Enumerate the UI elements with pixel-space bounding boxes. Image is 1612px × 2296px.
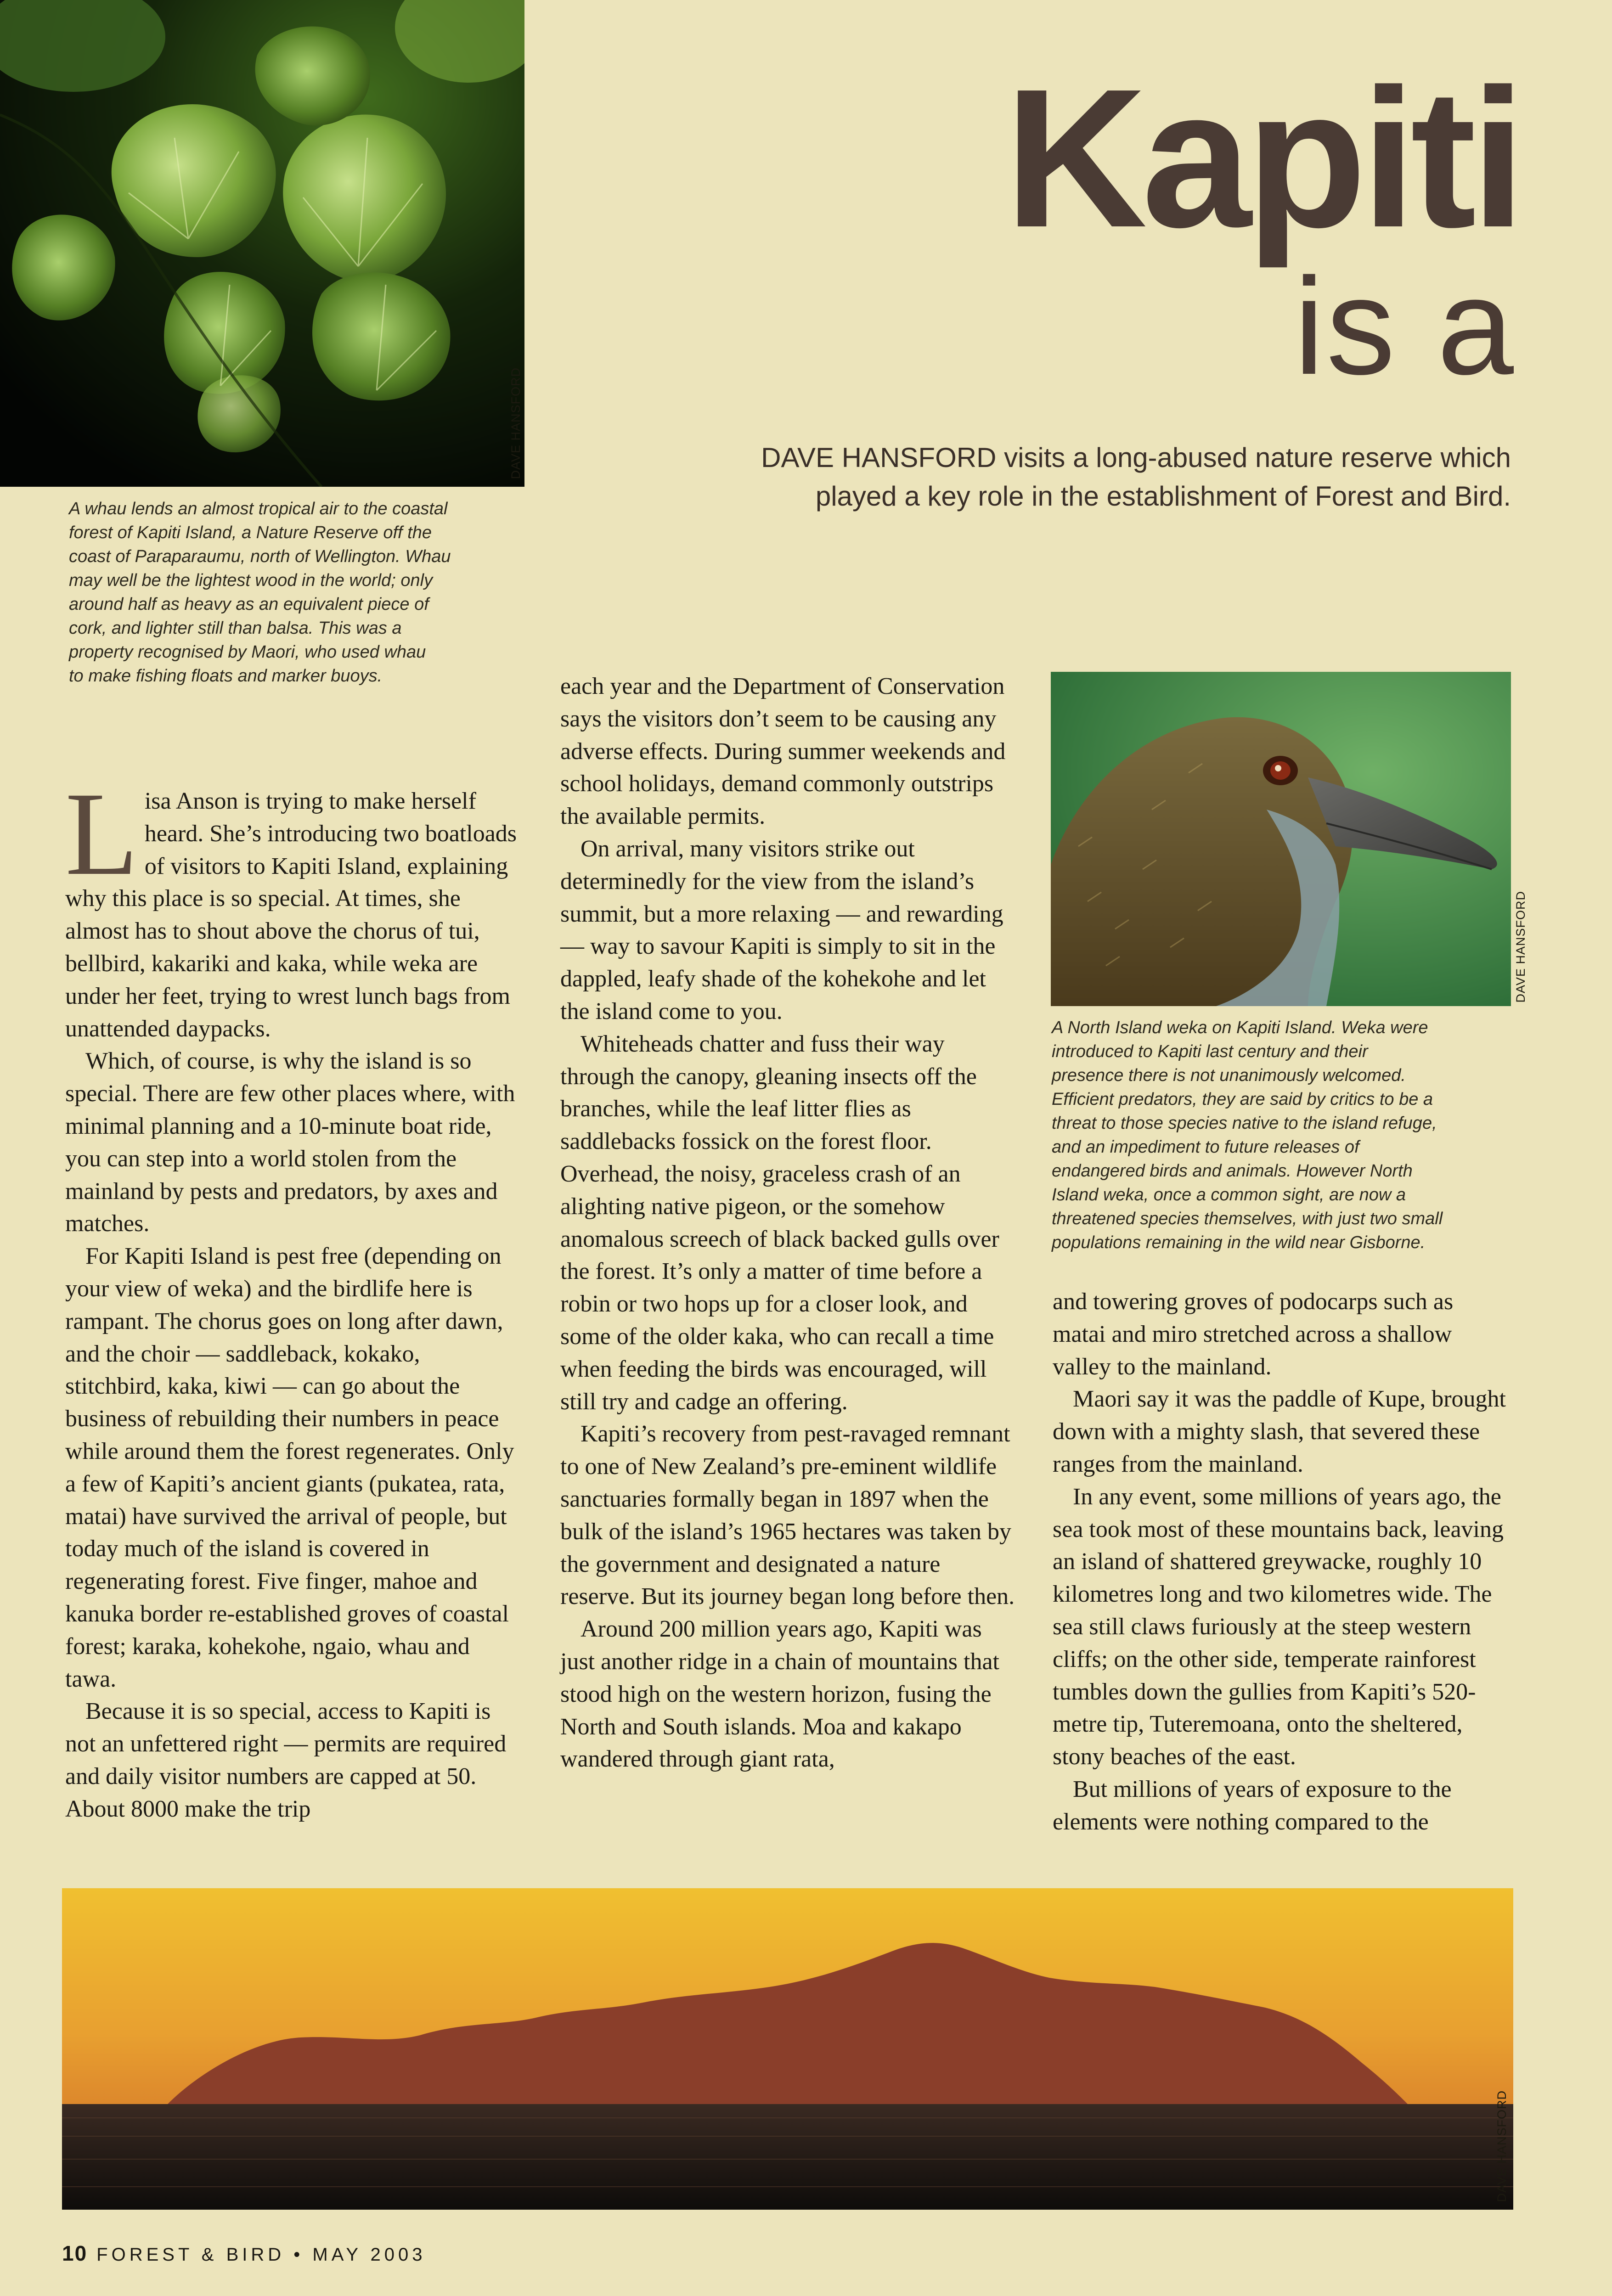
paragraph: On arrival, many visitors strike out determinedly for the view from the island’s summit, but a more relaxing — and rewarding — way to savour Kapiti is simply to sit in the dappled, leafy shade of the kohekohe and let the island come to you. [560,835,1003,1024]
island-photo-credit: DAVE HANSFORD [1495,2090,1509,2202]
dropcap: L [65,768,138,900]
standfirst: DAVE HANSFORD visits a long-abused nature reserve which played a key role in the establishment of Forest and Bird. [761,442,1511,512]
article-title: Kapiti [1004,48,1520,269]
paragraph: Maori say it was the paddle of Kupe, brought down with a mighty slash, that severed these ranges from the mainland. [1053,1386,1506,1477]
article-column-3 [1053,1286,1507,1839]
paragraph: Around 200 million years ago, Kapiti was just another ridge in a chain of mountains that stood high on the western horizon, fusing the North and South islands. Moa and kakapo wandered through giant rata, [560,1616,999,1773]
paragraph: In any event, some millions of years ago, the sea took most of these mountains back, leaving an island of shattered greywacke, roughly 10 kilometres long and two kilometres wide. The sea still claws furiously at the steep western cliffs; on the other side, temperate rainforest tumbles down the gullies from Kapiti’s 520-metre tip, Tuteremoana, onto the sheltered, stony beaches of the east. [1053,1483,1504,1770]
paragraph: Which, of course, is why the island is so special. There are few other places where, with minimal planning and a 10-minute boat ride, you can step into a world stolen from the mainland by pests and predators, by axes and matches. [65,1048,515,1237]
whau-leaves-photo [0,0,524,487]
weka-bird-photo: DAVE HANSFORD [1051,672,1511,1006]
article-title-line2: is a [1294,249,1516,403]
whau-caption: A whau lends an almost tropical air to the coastal forest of Kapiti Island, a Nature Reserve off the coast of Paraparaumu, north of Wellington. Whau may well be the lightest wood in the world; only around half as heavy as an equivalent piece of cork, and lighter still than balsa. This was a property recognised by Maori, who used whau to make fishing floats and marker buoys. [69,499,451,686]
page-footer [62,2241,426,2266]
publication-info: FOREST & BIRD • MAY 2003 [96,2245,426,2265]
weka-caption: A North Island weka on Kapiti Island. Weka were introduced to Kapiti last century and their presence there is not unanimously welcomed. Efficient predators, they are said by critics to be a threat to those species native to the island refuge, and an impediment to future releases of endangered birds and animals. However North Island weka, once a common sight, are now a threatened species themselves, with just two small populations remaining in the wild near Gisborne. [1052,1018,1443,1252]
paragraph: For Kapiti Island is pest free (depending on your view of weka) and the birdlife here is rampant. The chorus goes on long after dawn, and the choir — saddleback, kokako, stitchbird, kaka, kiwi — can go about the business of rebuilding their numbers in peace while around them the forest regenerates. Only a few of Kapiti’s ancient giants (pukatea, rata, matai) have survived the arrival of people, but today much of the island is covered in regenerating forest. Five finger, mahoe and kanuka border re-established groves of coastal forest; karaka, kohekohe, ngaio, whau and tawa. [65,1243,514,1692]
paragraph: Lisa Anson is trying to make herself heard. She’s introducing two boatloads of visitors to Kapiti Island, explaining why this place is so special. At times, she almost has to shout above the chorus of tui, bellbird, kakariki and kaka, while weka are under her feet, trying to wrest lunch bags from unattended daypacks. [65,768,517,1042]
kapiti-sunset-photo [62,1888,1513,2210]
paragraph: each year and the Department of Conservation says the visitors don’t seem to be causing any adverse effects. During summer weekends and school holidays, demand commonly outstrips the available permits. [560,673,1006,830]
paragraph: and towering groves of podocarps such as matai and miro stretched across a shallow valley to the mainland. [1053,1289,1454,1380]
article-column-2 [560,670,1015,1776]
article-column-1 [65,768,520,1826]
whau-leaves-illustration [0,0,524,487]
page-number: 10 [62,2241,88,2265]
kapiti-sunset-illustration [62,1888,1513,2210]
whau-photo-credit: DAVE HANSFORD [509,367,523,479]
paragraph: Kapiti’s recovery from pest-ravaged remnant to one of New Zealand’s pre-eminent wildlife sanctuaries formally began in 1897 when the bulk of the island’s 1965 hectares was taken by the government and designated a nature reserve. But its journey began long before then. [560,1421,1015,1610]
paragraph: Whiteheads chatter and fuss their way through the canopy, gleaning insects off the branches, while the leaf litter flies as saddlebacks fossick on the forest floor. Overhead, the noisy, graceless crash of an alighting native pigeon, or the somehow anomalous screech of black backed gulls over the forest. It’s only a matter of time before a robin or two hops up for a closer look, and some of the older kaka, who can recall a time when feeding the birds was encouraged, will still try and cadge an offering. [560,1030,999,1415]
paragraph: Because it is so special, access to Kapiti is not an unfettered right — permits are required and daily visitor numbers are capped at 50. About 8000 make the trip [65,1698,507,1822]
weka-illustration [1051,672,1511,1006]
paragraph: But millions of years of exposure to the elements were nothing compared to the [1053,1776,1452,1835]
